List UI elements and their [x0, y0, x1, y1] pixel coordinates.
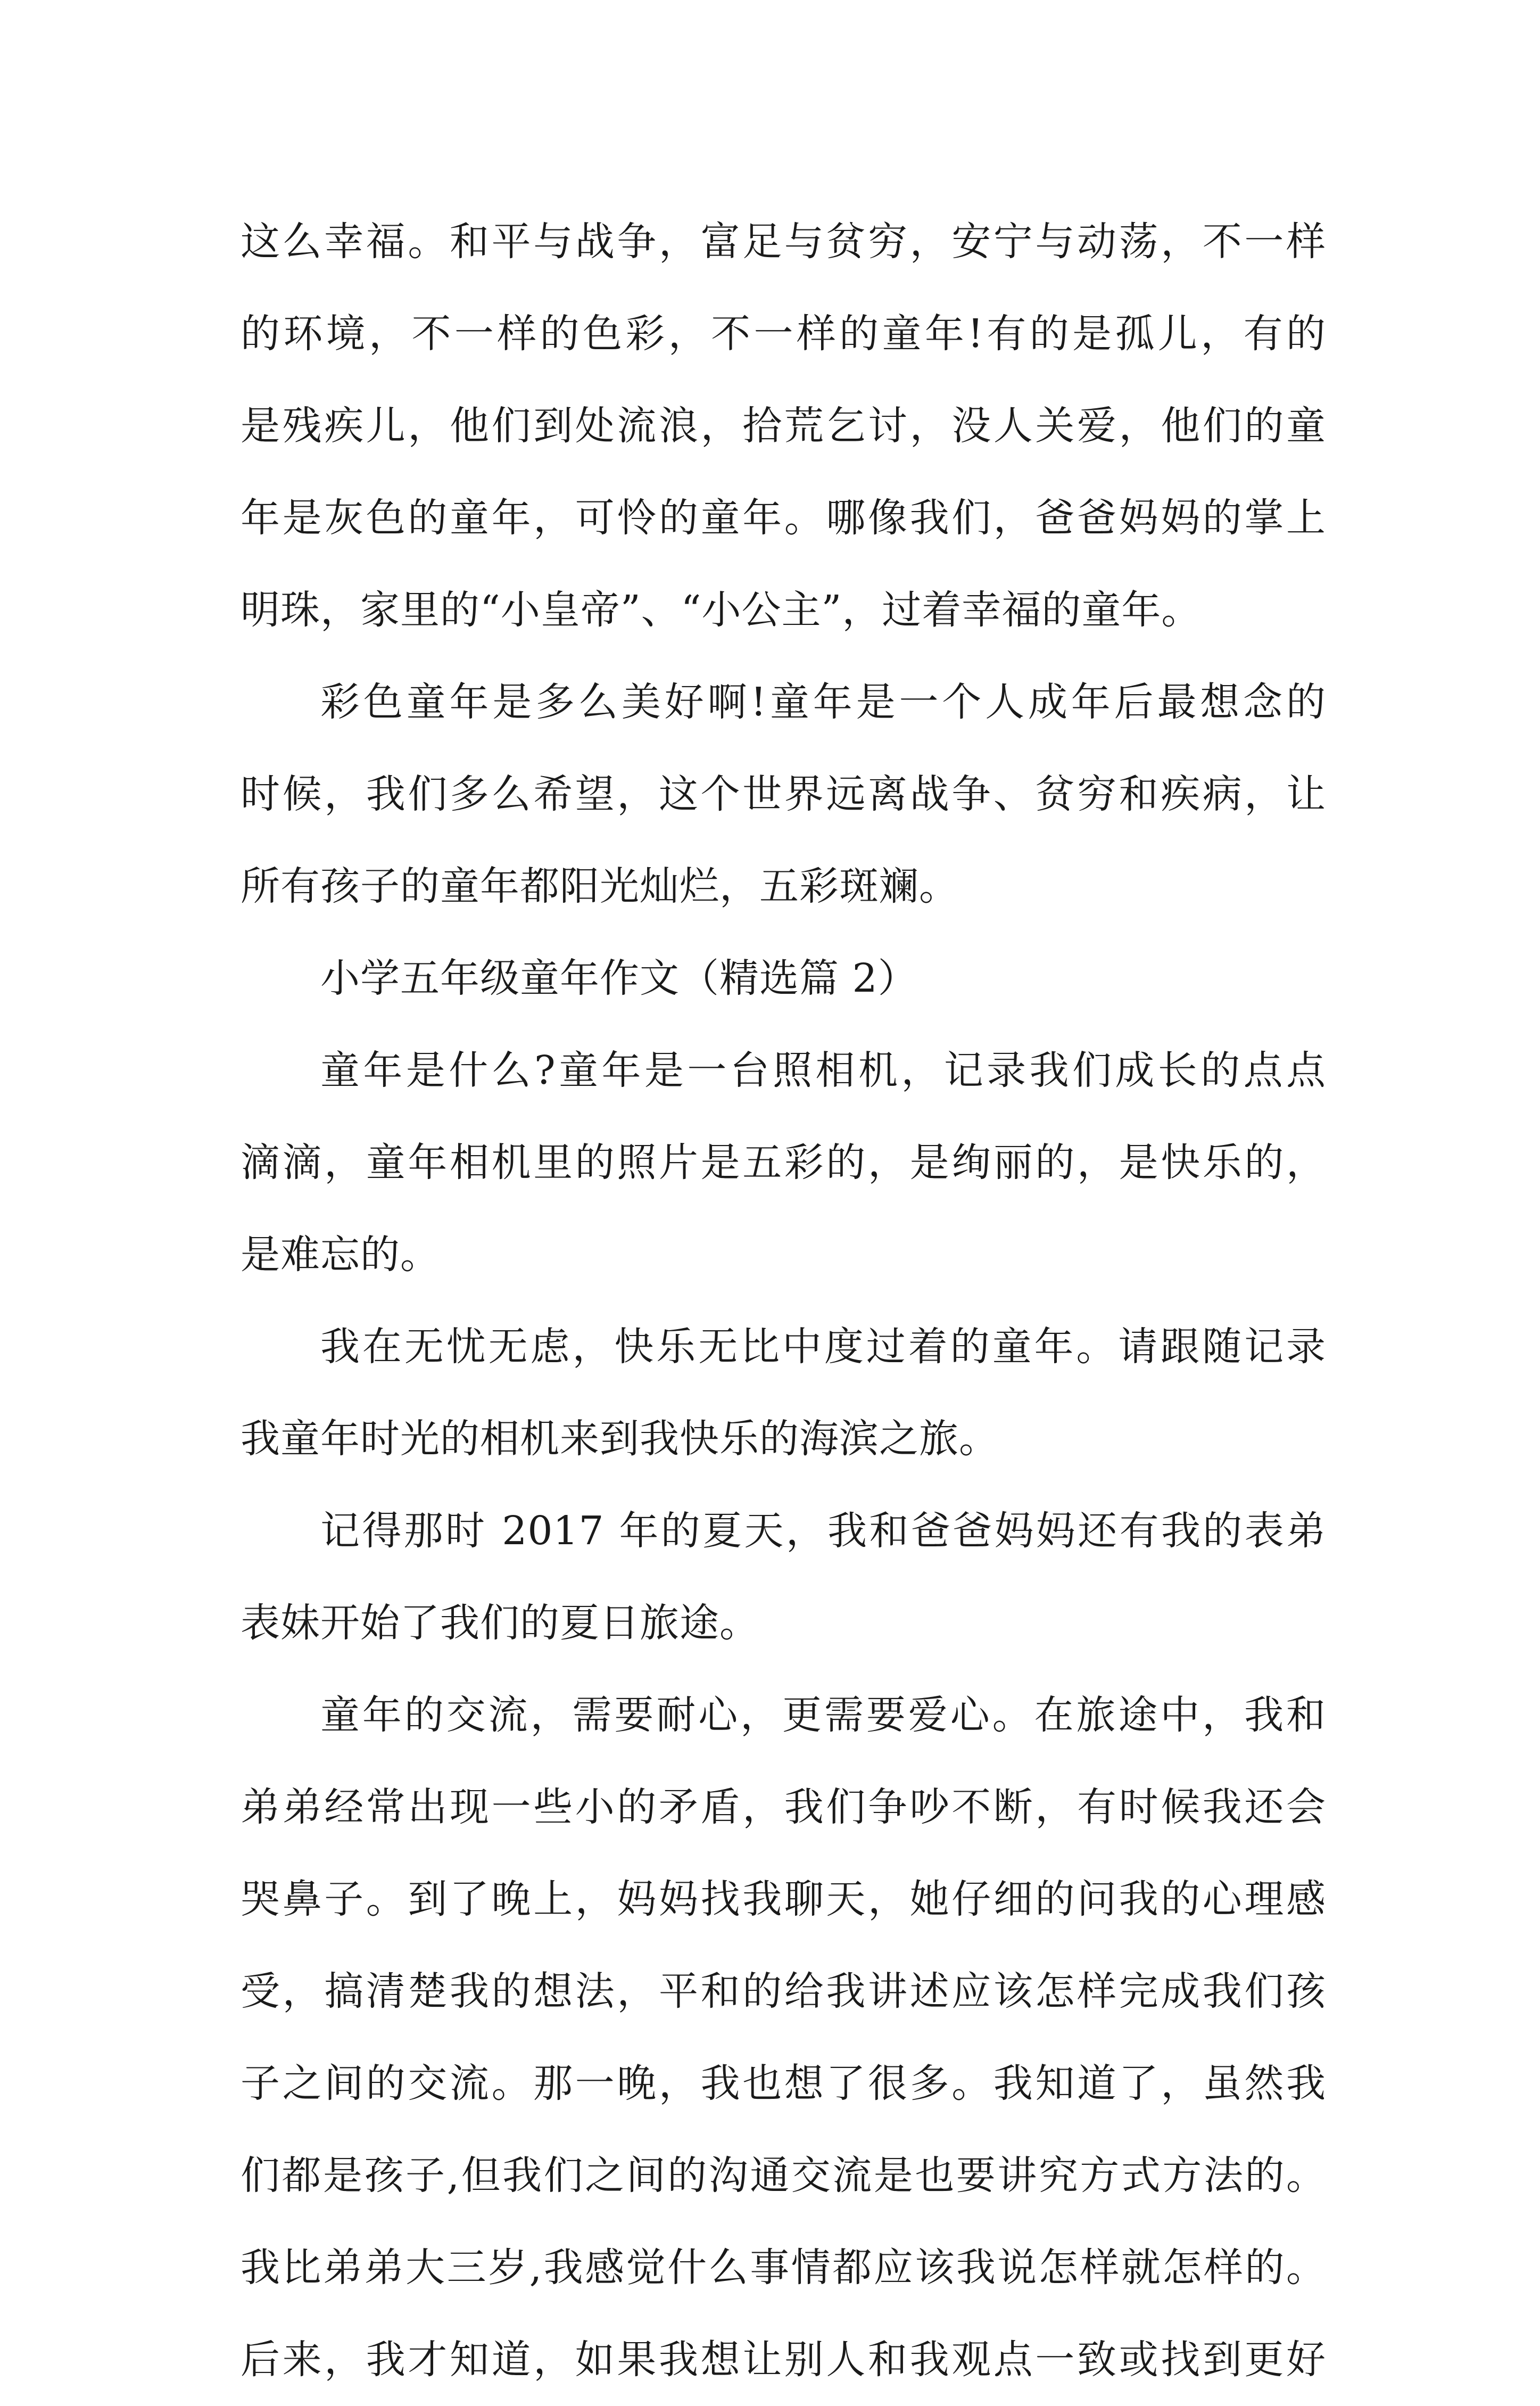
text-line: 弟弟经常出现一些小的矛盾，我们争吵不断，有时候我还会 — [241, 1784, 1326, 1830]
text-line: 后来，我才知道，如果我想让别人和我观点一致或找到更好 — [241, 2337, 1326, 2383]
text-line: 年是灰色的童年，可怜的童年。哪像我们，爸爸妈妈的掌上 — [241, 495, 1326, 541]
text-line: 滴滴，童年相机里的照片是五彩的，是绚丽的，是快乐的， — [241, 1140, 1326, 1185]
text-line: 子之间的交流。那一晚，我也想了很多。我知道了，虽然我 — [241, 2061, 1326, 2106]
text-line: 彩色童年是多么美好啊!童年是一个人成年后最想念的 — [320, 679, 1326, 725]
text-line: 我比弟弟大三岁,我感觉什么事情都应该我说怎样就怎样的。 — [241, 2245, 1326, 2290]
text-line: 时候，我们多么希望，这个世界远离战争、贫穷和疾病，让 — [241, 771, 1326, 817]
text-line: 的环境，不一样的色彩，不一样的童年!有的是孤儿，有的 — [241, 311, 1326, 357]
text-line: 记得那时 2017 年的夏天，我和爸爸妈妈还有我的表弟 — [320, 1508, 1326, 1554]
text-line: 这么幸福。和平与战争，富足与贫穷，安宁与动荡，不一样 — [241, 219, 1326, 265]
text-line: 是难忘的。 — [241, 1232, 440, 1278]
text-line: 受，搞清楚我的想法，平和的给我讲述应该怎样完成我们孩 — [241, 1968, 1326, 2014]
text-line: 我在无忧无虑，快乐无比中度过着的童年。请跟随记录 — [320, 1324, 1326, 1370]
text-line: 明珠，家里的“小皇帝”、“小公主”，过着幸福的童年。 — [241, 587, 1202, 633]
text-line: 小学五年级童年作文（精选篇 2） — [320, 955, 918, 1001]
text-line: 们都是孩子,但我们之间的沟通交流是也要讲究方式方法的。 — [241, 2153, 1326, 2198]
text-line: 哭鼻子。到了晚上，妈妈找我聊天，她仔细的问我的心理感 — [241, 1876, 1326, 1922]
text-line: 所有孩子的童年都阳光灿烂，五彩斑斓。 — [241, 863, 959, 909]
text-line: 童年是什么?童年是一台照相机，记录我们成长的点点 — [320, 1048, 1326, 1093]
text-line: 童年的交流，需要耐心，更需要爱心。在旅途中，我和 — [320, 1692, 1326, 1738]
text-line: 我童年时光的相机来到我快乐的海滨之旅。 — [241, 1416, 999, 1462]
body-text — [241, 196, 1326, 2406]
text-line: 表妹开始了我们的夏日旅途。 — [241, 1600, 759, 1646]
text-line: 是残疾儿，他们到处流浪，拾荒乞讨，没人关爱，他们的童 — [241, 403, 1326, 449]
